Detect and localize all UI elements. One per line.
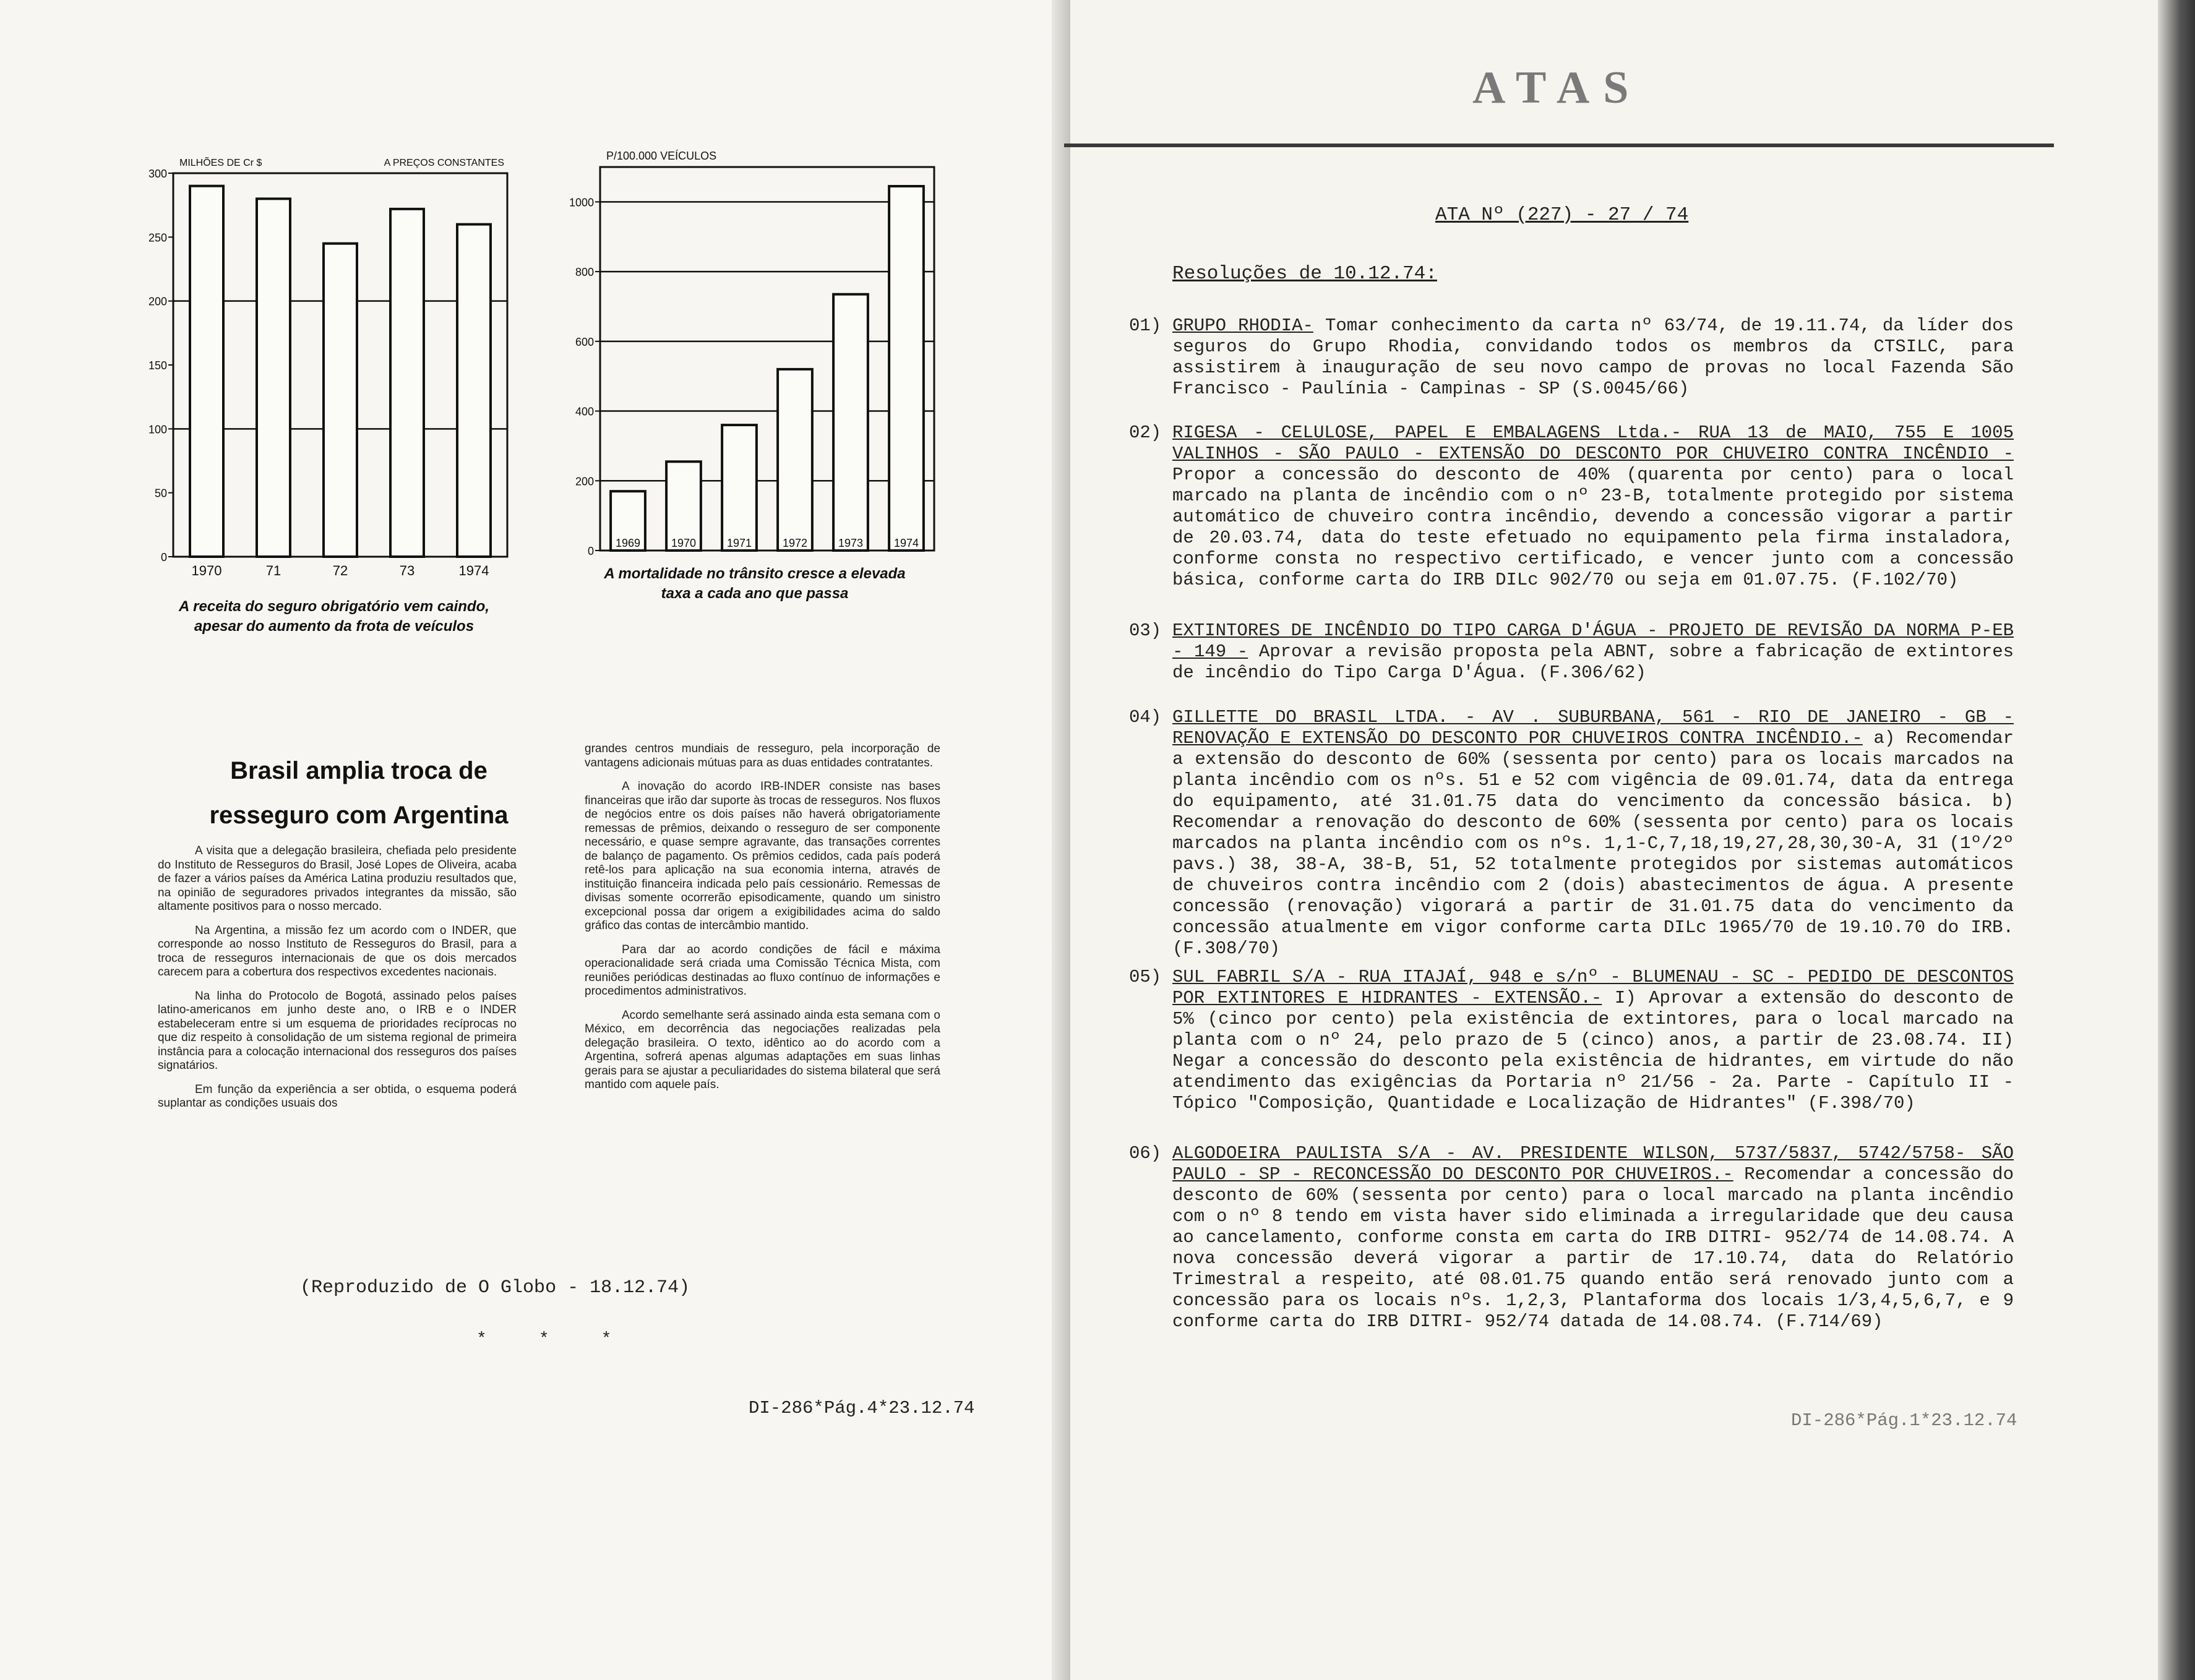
- x-category-label: 1973: [838, 537, 864, 549]
- item-heading: RIGESA - CELULOSE, PAPEL E EMBALAGENS Ltda.- RUA 13 de MAIO, 755 E 1005 VALINHOS - SÃO PAULO - EXTENSÃO DO DESCONTO POR CHUVEIRO CONTRA INCÊNDIO -: [1172, 422, 2014, 464]
- item-body: a) Recomendar a extensão do desconto de 60% (sessenta por cento) para os locais marcados na planta incêndio com os nºs. 51 e 52 com vigência de 09.01.74, data da entrega do equipamento, até 31.01.75 data do vencimento da concessão básica. b) Recomendar a renovação do desconto de 60% (sessenta por cento) para os locais marcados na planta incêndio com os nºs. 1,1-C,7,18,19,27,28,30,30-A, 31 (1º/2º pavs.) 38, 38-A, 38-B, 51, 52 totalmente protegidos por sistemas automáticos de chuveiros contra incêndio com 2 (dois) abastecimentos de água. A presente concessão (renovação) vigorará a partir de 31.01.75 data do vencimento da concessão atualmente em vigor conforme carta DILc 1965/70 de 19.10.70 do IRB. (F.308/70): [1172, 728, 2014, 959]
- x-category-label: 1971: [726, 537, 752, 549]
- article-column-1: [158, 844, 517, 1121]
- bar: [257, 199, 290, 557]
- bar: [324, 244, 357, 557]
- chart-note: A PREÇOS CONSTANTES: [384, 158, 504, 168]
- section-title: ATAS: [1472, 62, 1643, 113]
- y-tick-label: 1000: [569, 196, 594, 209]
- binding-edge: [2158, 0, 2195, 1680]
- y-tick-label: 200: [575, 475, 594, 488]
- article-paragraph: A inovação do acordo IRB-INDER consiste nas bases financeiras que irão dar suporte às trocas de resseguros. Nos fluxos de negócios entre os dois países não haverá obrigatoriamente remessas de prêmios, deixando o resseguro de ser componente necessário, e quase sempre agravante, das transações correntes de balanço de pagamento. Os prêmios cedidos, cada país poderá retê-los para aplicação na sua economia interna, através de instituição financeira indicada pelo país cessionário. Remessas de divisas somente ocorrerão episodicamente, quando um sinistro excepcional possa dar origem a exigibilidades acima do saldo gráfico das contas de intercâmbio mantido.: [585, 780, 940, 932]
- item-body: Propor a concessão do desconto de 40% (quarenta por cento) para o local marcado na planta de incêndio com o nº 23-B, totalmente protegido por sistema automático de chuveiro contra incêndio, devendo a concessão vigorar a partir de 20.03.74, data do teste efetuado no equipamento pela firma instaladora, conforme consta no respectivo certificado, e vencer junto com a concessão básica, conforme carta do IRB DILc 902/70 ou seja em 01.07.75. (F.102/70): [1172, 465, 2014, 590]
- article-paragraph: Para dar ao acordo condições de fácil e máxima operacionalidade será criada uma Comissão Técnica Mista, com reuniões periódicas destinadas ao fluxo contínuo de informações e procedimentos administrativos.: [585, 943, 940, 998]
- resolution-item: [1129, 620, 2014, 688]
- resolution-item: [1129, 967, 2014, 1134]
- y-tick-label: 250: [148, 231, 167, 244]
- y-tick-label: 400: [575, 405, 594, 418]
- headline-line2: resseguro com Argentina: [209, 802, 509, 829]
- axis-ylabel: MILHÕES DE Cr $: [179, 158, 262, 168]
- y-tick-label: 0: [160, 551, 167, 564]
- plot-frame: [600, 167, 934, 551]
- x-category-label: 1972: [782, 537, 808, 549]
- item-heading: SUL FABRIL S/A - RUA ITAJAÍ, 948 e s/nº - BLUMENAU - SC - PEDIDO DE DESCONTOS POR EXTINTORES E HIDRANTES - EXTENSÃO.-: [1172, 967, 2014, 1008]
- item-body: Recomendar a concessão do desconto de 60% (sessenta por cento) para o local marcado na planta incêndio com o nº 8 tendo em vista haver sido eliminada a irregularidade que deu causa ao cancelamento, conforme consta em carta do IRB DITRI- 952/74 de 14.08.74. A nova concessão deverá vigorar a partir de 17.10.74, data do Relatório Trimestral a respeito, até 08.01.75 quando então será renovado junto com a concessão para os locais nºs. 1,2,3, Plantaforma dos locais 1/3,4,5,6,7, e 9 conforme carta do IRB DITRI- 952/74 datada de 14.08.74. (F.714/69): [1172, 1164, 2014, 1332]
- y-tick-label: 300: [148, 168, 167, 180]
- mortality-bar-chart: [551, 145, 959, 566]
- resolution-item: [1129, 315, 2014, 408]
- item-number: 06): [1129, 1143, 1162, 1164]
- item-number: 05): [1129, 967, 1162, 987]
- item-heading: EXTINTORES DE INCÊNDIO DO TIPO CARGA D'ÁGUA - PROJETO DE REVISÃO DA NORMA P-EB - 149 -: [1172, 620, 2014, 662]
- article-paragraph: grandes centros mundiais de resseguro, pela incorporação de vantagens adicionais mútuas para as duas entidades contratantes.: [585, 742, 940, 769]
- item-heading: GILLETTE DO BRASIL LTDA. - AV . SUBURBANA, 561 - RIO DE JANEIRO - GB - RENOVAÇÃO E EXTENSÃO DO DESCONTO POR CHUVEIROS CONTRA INCÊNDIO.-: [1172, 707, 2014, 748]
- source-note: (Reproduzido de O Globo - 18.12.74): [300, 1277, 690, 1298]
- article-paragraph: Acordo semelhante será assinado ainda esta semana com o México, em decorrência das negociações realizadas pela delegação brasileira. O texto, idêntico ao do acordo com a Argentina, sofrerá apenas algumas adaptações em suas linhas gerais para se ajustar a peculiaridades do sistema bilateral que será mantido com aquele país.: [585, 1008, 940, 1091]
- header-rule: [1064, 144, 2054, 147]
- chart2-caption: [563, 564, 947, 604]
- revenue-bar-chart: [136, 148, 520, 594]
- bar: [190, 186, 223, 557]
- y-tick-label: 50: [154, 487, 167, 500]
- item-number: 03): [1129, 620, 1162, 641]
- bar: [833, 294, 868, 551]
- article-paragraph: Em função da experiência a ser obtida, o esquema poderá suplantar as condições usuais dos: [158, 1082, 517, 1110]
- x-category-label: 73: [399, 563, 415, 578]
- chart1-caption-line1: A receita do seguro obrigatório vem caindo,: [179, 598, 489, 615]
- article-paragraph: Na Argentina, a missão fez um acordo com o INDER, que corresponde ao nosso Instituto de Resseguros do Brasil, para a troca de resseguros internacionais de que os dois mercados carecem para a cobertura dos respectivos excedentes nacionais.: [158, 924, 517, 979]
- axis-ylabel: P/100.000 VEÍCULOS: [606, 150, 717, 162]
- right-page-footer: DI-286*Pág.1*23.12.74: [1791, 1410, 2017, 1431]
- bar: [889, 186, 924, 551]
- left-page-footer: DI-286*Pág.4*23.12.74: [749, 1398, 975, 1418]
- y-tick-label: 100: [148, 423, 167, 436]
- item-body: Aprovar a revisão proposta pela ABNT, sobre a fabricação de extintores de incêndio do Tipo Carga D'Água. (F.306/62): [1172, 641, 2014, 683]
- chart1-caption: [142, 597, 526, 636]
- chart2-caption-line2: taxa a cada ano que passa: [661, 585, 849, 602]
- bar: [457, 225, 491, 557]
- article-column-2: [585, 742, 940, 1102]
- y-tick-label: 800: [575, 266, 594, 279]
- item-number: 04): [1129, 707, 1162, 727]
- resolution-item: [1129, 1143, 2014, 1366]
- resolution-item: [1129, 707, 2014, 959]
- ata-number: ATA Nº (227) - 27 / 74: [1435, 204, 1689, 226]
- item-number: 02): [1129, 422, 1162, 443]
- article-headline: [186, 748, 532, 838]
- y-tick-label: 0: [587, 545, 594, 557]
- headline-line1: Brasil amplia troca de: [230, 757, 488, 784]
- y-tick-label: 150: [148, 359, 167, 372]
- item-heading: GRUPO RHODIA-: [1172, 315, 1313, 336]
- x-category-label: 1969: [615, 537, 641, 549]
- bar: [390, 209, 424, 557]
- x-category-label: 1974: [893, 537, 919, 549]
- chart2-caption-line1: A mortalidade no trânsito cresce a elevada: [604, 565, 906, 582]
- resolutions-date: Resoluções de 10.12.74:: [1172, 263, 1437, 285]
- item-number: 01): [1129, 315, 1162, 336]
- x-category-label: 71: [265, 563, 281, 578]
- article-paragraph: A visita que a delegação brasileira, chefiada pelo presidente do Instituto de Resseguros do Brasil, José Lopes de Oliveira, acaba de fazer a vários países da América Latina produziu resultados que, na opinião de seguradores privados integrantes da missão, são altamente positivos para o nosso mercado.: [158, 844, 517, 913]
- stars-divider: * * *: [476, 1330, 612, 1349]
- y-tick-label: 600: [575, 335, 594, 348]
- item-body: Tomar conhecimento da carta nº 63/74, de 19.11.74, da líder dos seguros do Grupo Rhodia, convidando todos os membros da CTSILC, para assistirem à inauguração de seu novo campo de provas no local Fazenda São Francisco - Paulínia - Campinas - SP (S.0045/66): [1172, 315, 2014, 399]
- item-body: I) Aprovar a extensão do desconto de 5% (cinco por cento) pela existência de extintores, para o local marcado na planta com o nº 24, pelo prazo de 5 (cinco) anos, a partir de 23.08.74. II) Negar a concessão do desconto pela existência de hidrantes, em virtude do não atendimento das exigências da Portaria nº 21/56 - 2a. Parte - Capítulo II - Tópico "Composição, Quantidade e Localização de Hidrantes" (F.398/70): [1172, 988, 2014, 1113]
- x-category-label: 1974: [458, 563, 489, 578]
- resolution-item: [1129, 422, 2014, 602]
- x-category-label: 1970: [191, 563, 222, 578]
- bar: [778, 369, 812, 551]
- item-heading: ALGODOEIRA PAULISTA S/A - AV. PRESIDENTE WILSON, 5737/5837, 5742/5758- SÃO PAULO - SP - RECONCESSÃO DO DESCONTO POR CHUVEIROS.-: [1172, 1143, 2014, 1185]
- x-category-label: 72: [332, 563, 348, 578]
- y-tick-label: 200: [148, 295, 167, 308]
- chart1-caption-line2: apesar do aumento da frota de veículos: [194, 618, 475, 635]
- x-category-label: 1970: [671, 537, 697, 549]
- article-paragraph: Na linha do Protocolo de Bogotá, assinado pelos países latino-americanos em junho deste ano, o IRB e o INDER estabeleceram entre si um esquema de prioridades recíprocas no que diz respeito à consolidação de um sistema regional de primeira instância para a colocação internacional dos resseguros dos países signatários.: [158, 989, 517, 1072]
- bar: [722, 425, 757, 551]
